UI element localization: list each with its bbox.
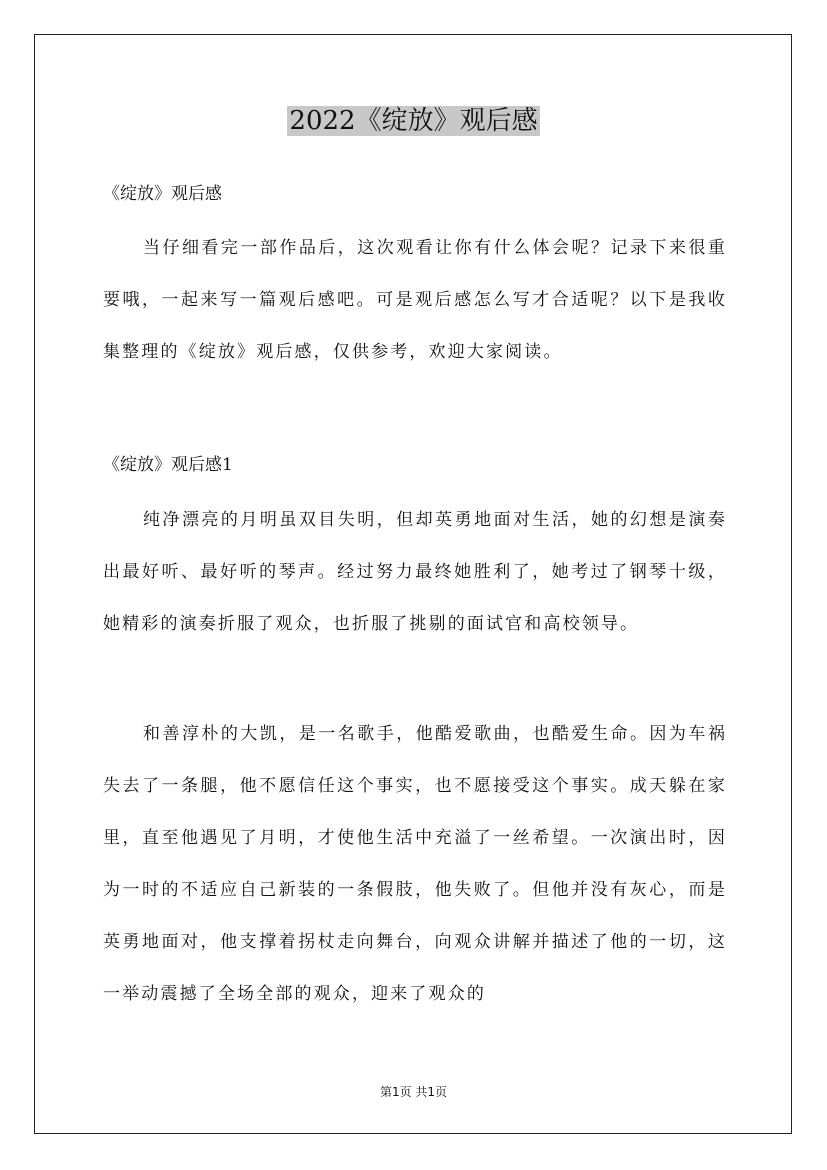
section-1-paragraph-1: 纯净漂亮的月明虽双目失明，但却英勇地面对生活，她的幻想是演奏出最好听、最好听的琴声。经过努力最终她胜利了，她考过了钢琴十级，她精彩的演奏折服了观众，也折服了挑剔的面试官和高校领导。: [103, 510, 727, 634]
intro-paragraph: 当仔细看完一部作品后，这次观看让你有什么体会呢？记录下来很重要哦，一起来写一篇观后感吧。可是观后感怎么写才合适呢？以下是我收集整理的《绽放》观后感，仅供参考，欢迎大家阅读。: [103, 238, 727, 362]
page-number-footer: 第1页 共1页: [379, 1085, 448, 1099]
document-title: [0, 100, 827, 142]
document-title-text: 2022《绽放》观后感: [289, 106, 538, 136]
intro-heading: 《绽放》观后感: [103, 184, 222, 204]
section-1-heading: 《绽放》观后感1: [103, 455, 233, 475]
section-1-paragraph-2: 和善淳朴的大凯，是一名歌手，他酷爱歌曲，也酷爱生命。因为车祸失去了一条腿，他不愿信任这个事实，也不愿接受这个事实。成天躲在家里，直至他遇见了月明，才使他生活中充溢了一丝希望。一次演出时，因为一时的不适应自己新装的一条假肢，他失败了。但他并没有灰心，而是英勇地面对，他支撑着拐杖走向舞台，向观众讲解并描述了他的一切，这一举动震撼了全场全部的观众，迎来了观众的: [103, 724, 727, 1004]
